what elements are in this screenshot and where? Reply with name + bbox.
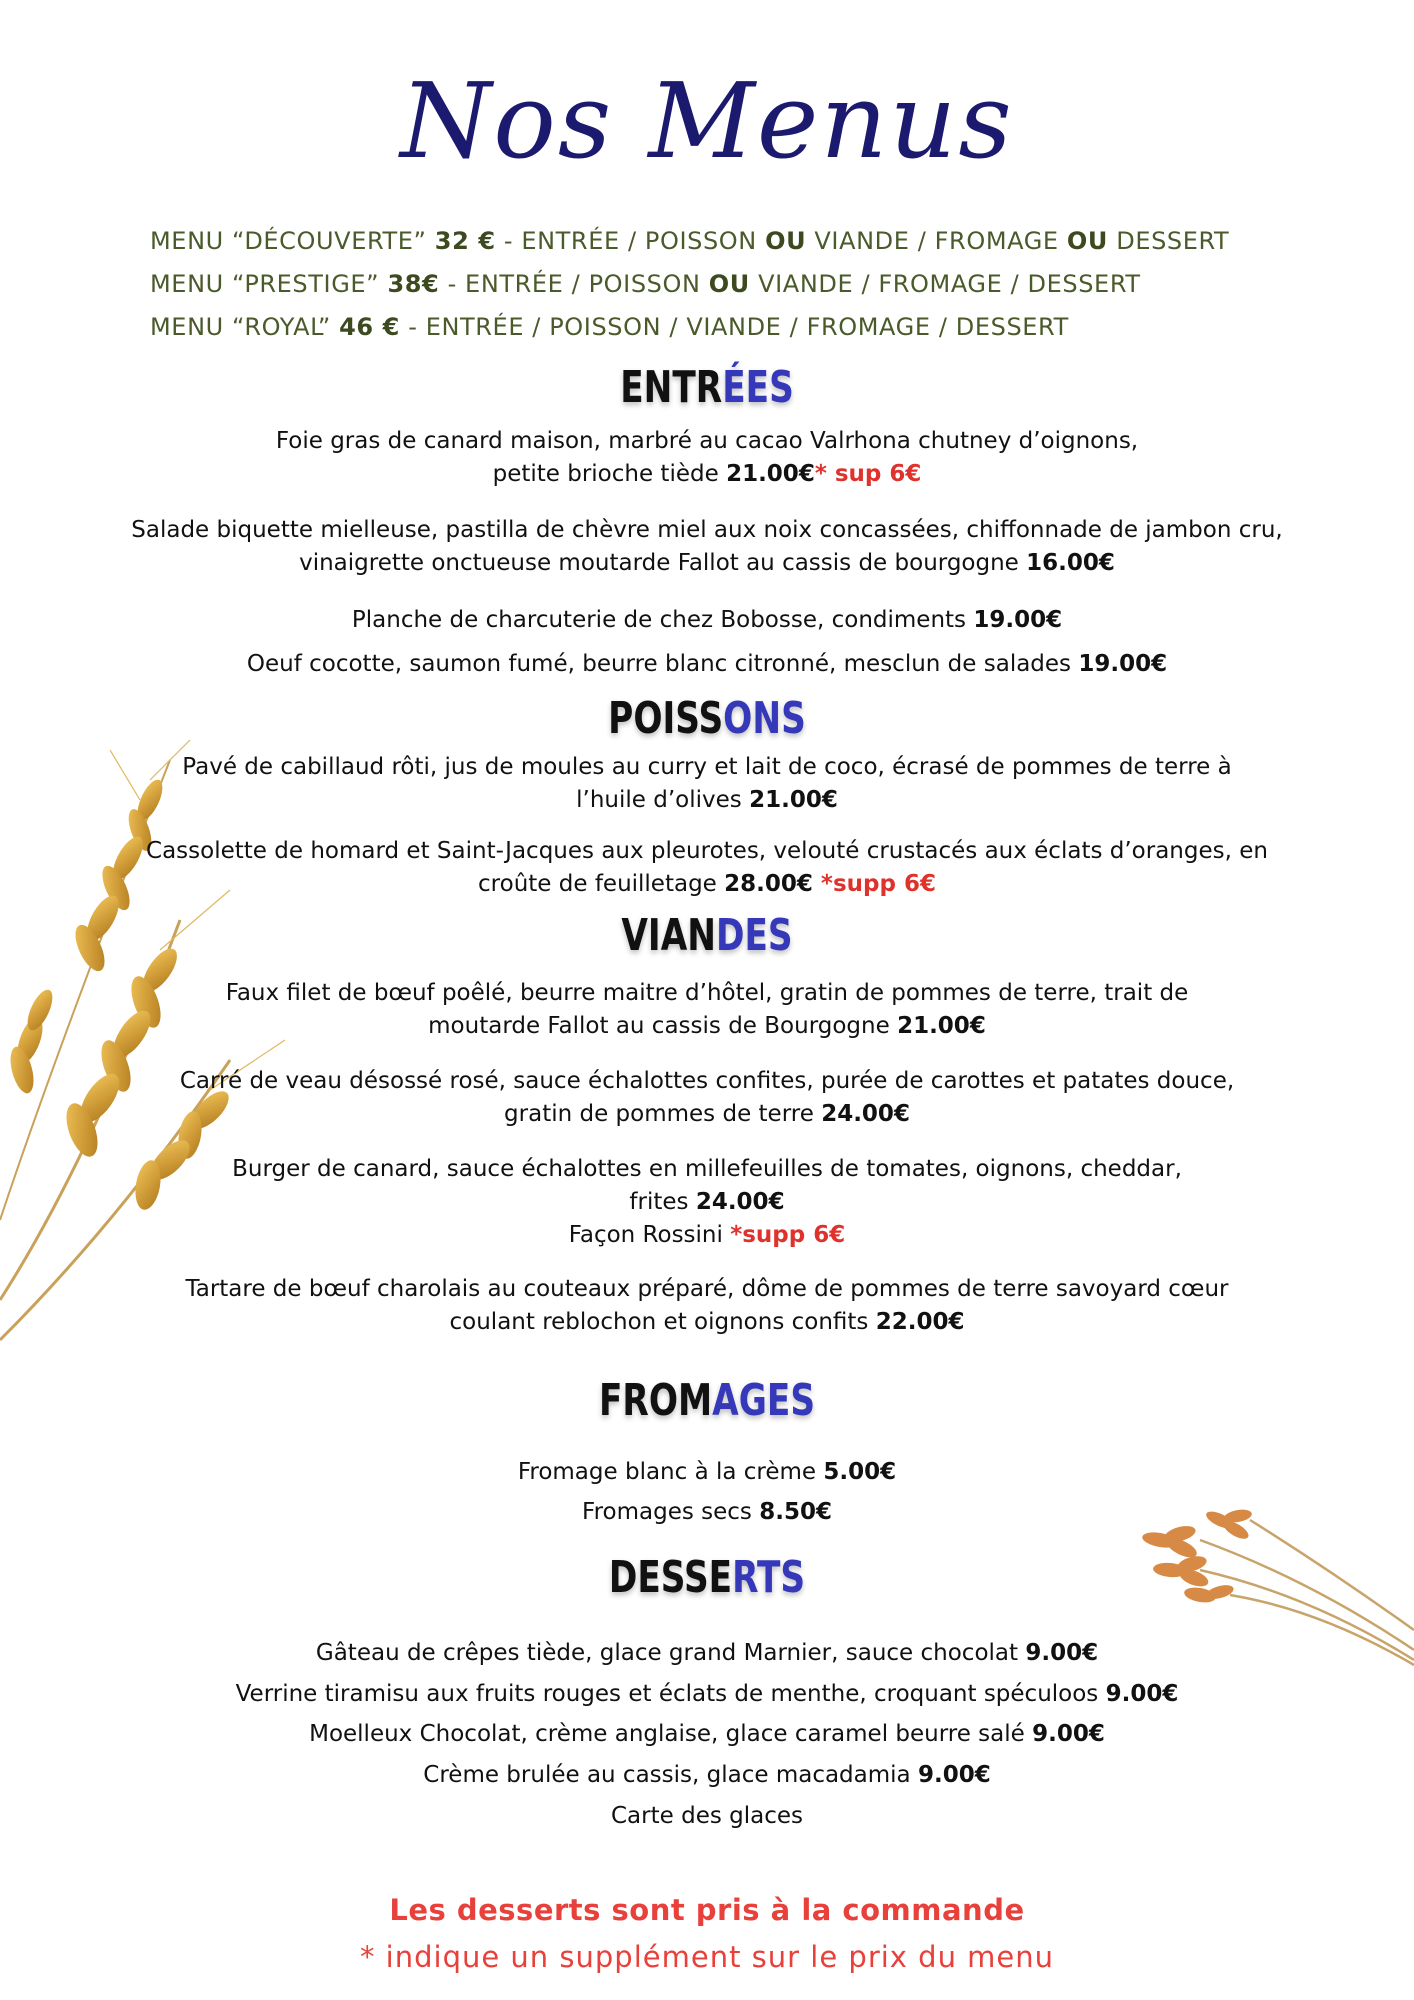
section-title-part: ENTR <box>620 362 723 413</box>
dish-text: Carte des glaces <box>611 1803 803 1829</box>
dish-faux-filet <box>0 977 1414 1043</box>
wheat-icon <box>0 740 290 1360</box>
dish-planche <box>0 604 1414 637</box>
dish-verrine-tiramisu <box>0 1678 1414 1711</box>
dish-price: 24.00€ <box>695 1189 785 1215</box>
formula-text: VIANDE / FROMAGE / DESSERT <box>749 270 1141 298</box>
dish-text: croûte de feuilletage <box>478 871 725 897</box>
dish-text: Façon Rossini <box>568 1222 731 1248</box>
formula-text: - ENTRÉE / POISSON / VIANDE / FROMAGE / DESSERT <box>399 313 1069 341</box>
dish-text: Pavé de cabillaud rôti, jus de moules au curry et lait de coco, écrasé de pommes de terre à <box>182 754 1232 780</box>
dish-oeuf-cocotte <box>0 648 1414 681</box>
formula-price: 32 € <box>434 227 496 255</box>
formula-prestige <box>150 263 1300 306</box>
section-title-part: ÉES <box>722 362 794 413</box>
dish-carre-veau <box>0 1065 1414 1131</box>
dish-price: 8.50€ <box>759 1499 832 1525</box>
dish-burger-canard <box>0 1153 1414 1252</box>
dish-price: 19.00€ <box>973 607 1063 633</box>
dish-text: Cassolette de homard et Saint-Jacques aux pleurotes, velouté crustacés aux éclats d’oranges, en <box>146 838 1268 864</box>
dish-price: 21.00€ <box>726 461 815 487</box>
formula-text: - ENTRÉE / POISSON <box>495 227 766 255</box>
section-title-entrees <box>156 362 1259 413</box>
dish-text: Crème brulée au cassis, glace macadamia <box>423 1762 918 1788</box>
formula-or: OU <box>708 270 750 298</box>
dish-fromage-blanc <box>0 1456 1414 1489</box>
dish-gateau-crepes <box>0 1637 1414 1670</box>
menu-formulas <box>150 220 1300 349</box>
dish-price: 19.00€ <box>1078 651 1168 677</box>
dish-text: gratin de pommes de terre <box>504 1101 822 1127</box>
dish-supplement: * sup 6€ <box>814 461 922 487</box>
formula-label: MENU “PRESTIGE” <box>150 270 388 298</box>
footer-supplement-note: * indique un supplément sur le prix du menu <box>359 1940 1055 1974</box>
formula-royal <box>150 306 1300 349</box>
dish-carte-glaces <box>0 1800 1414 1833</box>
page-title: Nos Menus <box>400 60 1014 182</box>
formula-or: OU <box>1066 227 1109 255</box>
dish-text: frites <box>629 1189 696 1215</box>
dish-moelleux <box>0 1718 1414 1751</box>
dish-text: Fromages secs <box>582 1499 760 1525</box>
dish-text: Carré de veau désossé rosé, sauce échalottes confites, purée de carottes et patates douce, <box>179 1068 1235 1094</box>
dish-text: Fromage blanc à la crème <box>517 1459 824 1485</box>
section-title-desserts <box>156 1552 1259 1603</box>
dish-price: 22.00€ <box>875 1309 965 1335</box>
dish-text: Faux filet de bœuf poêlé, beurre maitre d’hôtel, gratin de pommes de terre, trait de <box>225 980 1189 1006</box>
dish-text: Gâteau de crêpes tiède, glace grand Marnier, sauce chocolat <box>315 1640 1026 1666</box>
section-title-part: DES <box>715 910 793 961</box>
section-title-part: DESSE <box>608 1552 733 1603</box>
section-title-part: POISS <box>608 693 724 744</box>
dish-text: Burger de canard, sauce échalottes en millefeuilles de tomates, oignons, cheddar, <box>232 1156 1182 1182</box>
section-title-part: FROM <box>598 1375 713 1426</box>
dish-foie-gras <box>0 425 1414 491</box>
section-title-part: VIAN <box>621 910 716 961</box>
dish-text: Foie gras de canard maison, marbré au cacao Valrhona chutney d’oignons, <box>275 428 1139 454</box>
dish-supplement: *supp 6€ <box>812 871 936 897</box>
formula-price: 38€ <box>387 270 440 298</box>
dish-text: Salade biquette mielleuse, pastilla de chèvre miel aux noix concassées, chiffonnade de jambon cru, <box>131 517 1283 543</box>
section-title-part: AGES <box>712 1375 816 1426</box>
dish-creme-brulee <box>0 1759 1414 1792</box>
dish-salade-biquette <box>0 514 1414 580</box>
dish-cabillaud <box>0 751 1414 817</box>
formula-text: VIANDE / FROMAGE <box>806 227 1067 255</box>
dish-price: 16.00€ <box>1026 550 1115 576</box>
dish-text: l’huile d’olives <box>576 787 750 813</box>
dish-fromages-secs <box>0 1496 1414 1529</box>
formula-label: MENU “DÉCOUVERTE” <box>150 227 435 255</box>
section-title-fromages <box>156 1375 1259 1426</box>
formula-text: DESSERT <box>1108 227 1230 255</box>
footer-note: Les desserts sont pris à la commande <box>389 1893 1025 1927</box>
dish-price: 5.00€ <box>823 1459 897 1485</box>
dish-text: petite brioche tiède <box>492 461 727 487</box>
dish-text: moutarde Fallot au cassis de Bourgogne <box>428 1013 898 1039</box>
dish-text: Verrine tiramisu aux fruits rouges et éclats de menthe, croquant spéculoos <box>235 1681 1106 1707</box>
formula-label: MENU “ROYAL” <box>150 313 340 341</box>
dish-price: 9.00€ <box>1105 1681 1179 1707</box>
dish-price: 9.00€ <box>917 1762 991 1788</box>
dish-price: 9.00€ <box>1032 1721 1105 1747</box>
formula-price: 46 € <box>339 313 400 341</box>
formula-decouverte <box>150 220 1300 263</box>
dish-text: vinaigrette onctueuse moutarde Fallot au cassis de bourgogne <box>299 550 1027 576</box>
dish-price: 9.00€ <box>1025 1640 1099 1666</box>
dish-supplement: *supp 6€ <box>730 1222 846 1248</box>
dish-text: Oeuf cocotte, saumon fumé, beurre blanc citronné, mesclun de salades <box>246 651 1079 677</box>
dish-price: 21.00€ <box>897 1013 986 1039</box>
dish-price: 21.00€ <box>749 787 838 813</box>
formula-text: - ENTRÉE / POISSON <box>439 270 709 298</box>
dish-cassolette <box>0 835 1414 901</box>
dish-text: coulant reblochon et oignons confits <box>449 1309 876 1335</box>
dish-price: 28.00€ <box>724 871 813 897</box>
section-title-part: RTS <box>732 1552 806 1603</box>
dish-price: 24.00€ <box>821 1101 910 1127</box>
formula-or: OU <box>765 227 807 255</box>
dish-text: Tartare de bœuf charolais au couteaux préparé, dôme de pommes de terre savoyard cœur <box>185 1276 1229 1302</box>
section-title-part: ONS <box>723 693 806 744</box>
dish-tartare <box>0 1273 1414 1339</box>
dish-text: Moelleux Chocolat, crème anglaise, glace caramel beurre salé <box>309 1721 1033 1747</box>
section-title-viandes <box>156 910 1259 961</box>
dish-text: Planche de charcuterie de chez Bobosse, condiments <box>351 607 974 633</box>
section-title-poissons <box>156 693 1259 744</box>
